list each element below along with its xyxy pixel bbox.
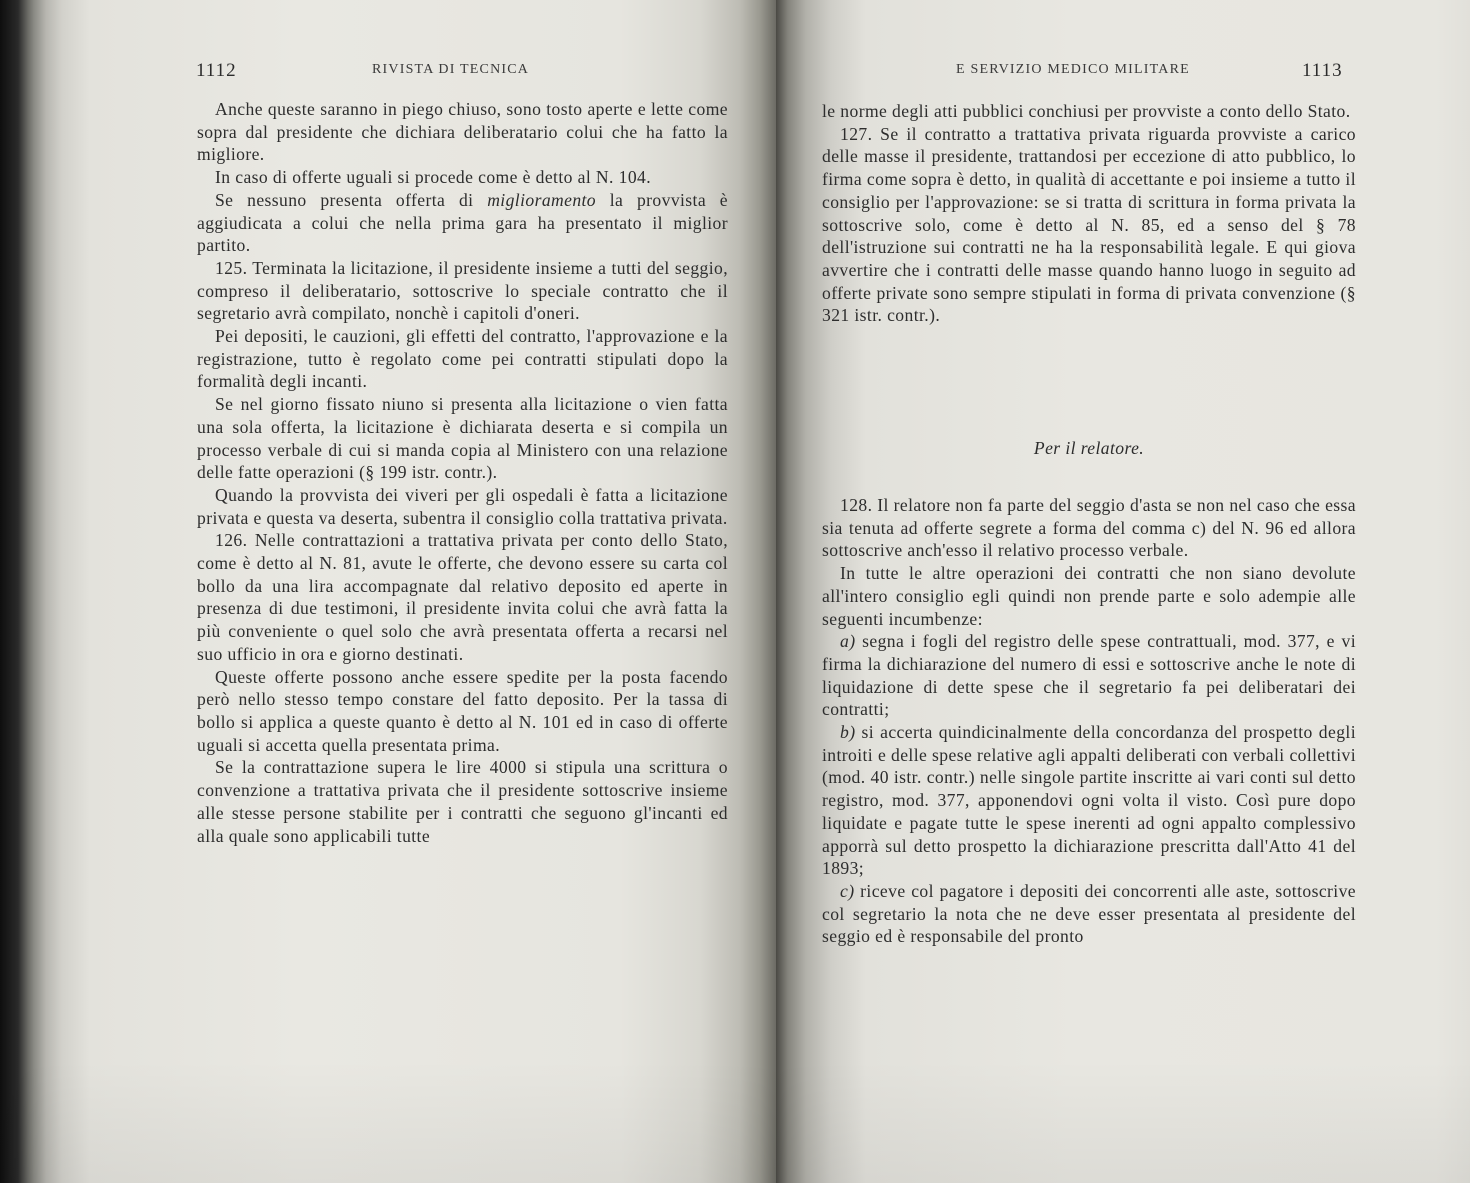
paragraph: Se nel giorno fissato niuno si presenta alla licitazione o vien fatta una sola offerta, la licitazione è dichiarata deserta e si compila un processo verbale di cui si manda copia al Ministero con una relazione delle fatte operazioni (§ 199 istr. contr.). xyxy=(197,394,728,483)
paragraph: 128. Il relatore non fa parte del seggio d'asta se non nel caso che essa sia tenuta ad offerte segrete a forma del comma c) del N. 96 ed allora sottoscrive anch'esso il relativo processo verbale. xyxy=(822,495,1356,561)
paragraph xyxy=(822,880,1356,948)
paragraph-text: la provvista è aggiudicata a colui che nella prima gara ha presentato il miglior partito. xyxy=(197,189,728,256)
paragraph-text: Se nessuno presenta offerta di xyxy=(215,189,488,210)
paragraph: 127. Se il contratto a trattativa privata riguarda provviste a carico delle masse il presidente, trattandosi per eccezione di atto pubblico, lo firma come sopra è detto, in qualità di accettante e poi insieme a tutto il consiglio per l'approvazione: se si tratta di scrittura in forma privata la sottoscrive solo, come è detto al N. 85, ed a senso del § 78 dell'istruzione sui contratti ne ha la responsabilità legale. E qui giova avvertire che i contratti delle masse quando hanno luogo in seguito ad offerte private sono sempre stipulati in forma di privata convenzione (§ 321 istr. contr.). xyxy=(822,123,1356,326)
right-body-text-top xyxy=(822,100,1356,327)
paragraph: le norme degli atti pubblici conchiusi per provviste a conto dello Stato. xyxy=(822,101,1351,121)
paragraph: In tutte le altre operazioni dei contratti che non siano devolute all'intero consiglio egli quindi non prende parte e solo adempie alle seguenti incumbenze: xyxy=(822,563,1356,629)
paragraph: Quando la provvista dei viveri per gli ospedali è fatta a licitazione privata e questa va deserta, subentra il consiglio colla trattativa privata. xyxy=(197,484,728,528)
page-number-left: 1112 xyxy=(196,60,237,81)
paragraph: 126. Nelle contrattazioni a trattativa privata per conto dello Stato, come è detto al N. 81, avute le offerte, che devono essere su carta col bollo da una lira accompagnate dal relativo deposito ed aperte in presenza di due testimoni, il presidente invita colui che avrà fatta la più conveniente o quel solo che avrà presentata offerta a recarsi nel suo ufficio in ora e giorno destinati. xyxy=(197,530,728,664)
paragraph: In caso di offerte uguali si procede come è detto al N. 104. xyxy=(215,167,652,188)
emphasis-text: c) xyxy=(840,880,855,901)
right-body-text-bottom xyxy=(822,494,1356,948)
paragraph: Anche queste saranno in piego chiuso, sono tosto aperte e lette come sopra dal presidente che dichiara deliberatario colui che ha fatto la migliore. xyxy=(197,99,728,165)
emphasis-text: miglioramento xyxy=(487,189,597,210)
page-number-right: 1113 xyxy=(1302,60,1343,81)
paragraph: Pei depositi, le cauzioni, gli effetti del contratto, l'approvazione e la registrazione, tutto è regolato come pei contratti stipulati dopo la formalità degli incanti. xyxy=(197,326,728,392)
right-page xyxy=(776,0,1470,1183)
paragraph: 125. Terminata la licitazione, il presidente insieme a tutti del seggio, compreso il deliberatario, sottoscrive lo speciale contratto che il segretario avrà compilato, nonchè i capitoli d'oneri. xyxy=(197,257,728,324)
paragraph: Queste offerte possono anche essere spedite per la posta facendo però nello stesso tempo constare del fatto deposito. Per la tassa di bollo si applica a queste quanto è detto al N. 101 ed in caso di offerte uguali si accetta quella presentata prima. xyxy=(197,666,728,755)
paragraph xyxy=(822,630,1356,721)
left-body-text xyxy=(197,98,728,847)
paragraph-text: si accerta quindicinalmente della concordanza del prospetto degli introiti e delle spese relative agli appalti deliberati con verbali collettivi (mod. 40 istr. contr.) nelle singole partite inscritte ai vari conti sul detto registro, mod. 377, apponendovi ogni volta il visto. Così pure dopo liquidate e pagate tutte le spese inerenti ad ogni appalto complessivo apporrà sul detto prospetto la dichiarazione prescritta dall'Atto 41 del 1893; xyxy=(822,722,1356,879)
paragraph xyxy=(822,721,1356,880)
paragraph-text: segna i fogli del registro delle spese contrattuali, mod. 377, e vi firma la dichiarazione del numero di essi e sottoscrive anche le note di liquidazione di dette spese che il segretario fa pei deliberatari dei contratti; xyxy=(822,631,1356,720)
paragraph: Se la contrattazione supera le lire 4000 si stipula una scrittura o convenzione a trattativa privata che il presidente sottoscrive insieme alle stesse persone stabilite per i contratti che seguono gl'incanti ed alla quale sono applicabili tutte xyxy=(197,757,728,846)
section-heading: Per il relatore. xyxy=(1033,438,1145,458)
running-head-left: RIVISTA DI TECNICA xyxy=(372,62,530,77)
paragraph-text: riceve col pagatore i depositi dei concorrenti alle aste, sottoscrive col segretario la nota che ne deve esser presentata al presidente del seggio ed è responsabile del pronto xyxy=(822,880,1356,947)
emphasis-text: b) xyxy=(840,722,856,743)
running-head-right: E SERVIZIO MEDICO MILITARE xyxy=(956,62,1190,77)
emphasis-text: a) xyxy=(840,631,856,652)
paragraph xyxy=(197,189,728,257)
